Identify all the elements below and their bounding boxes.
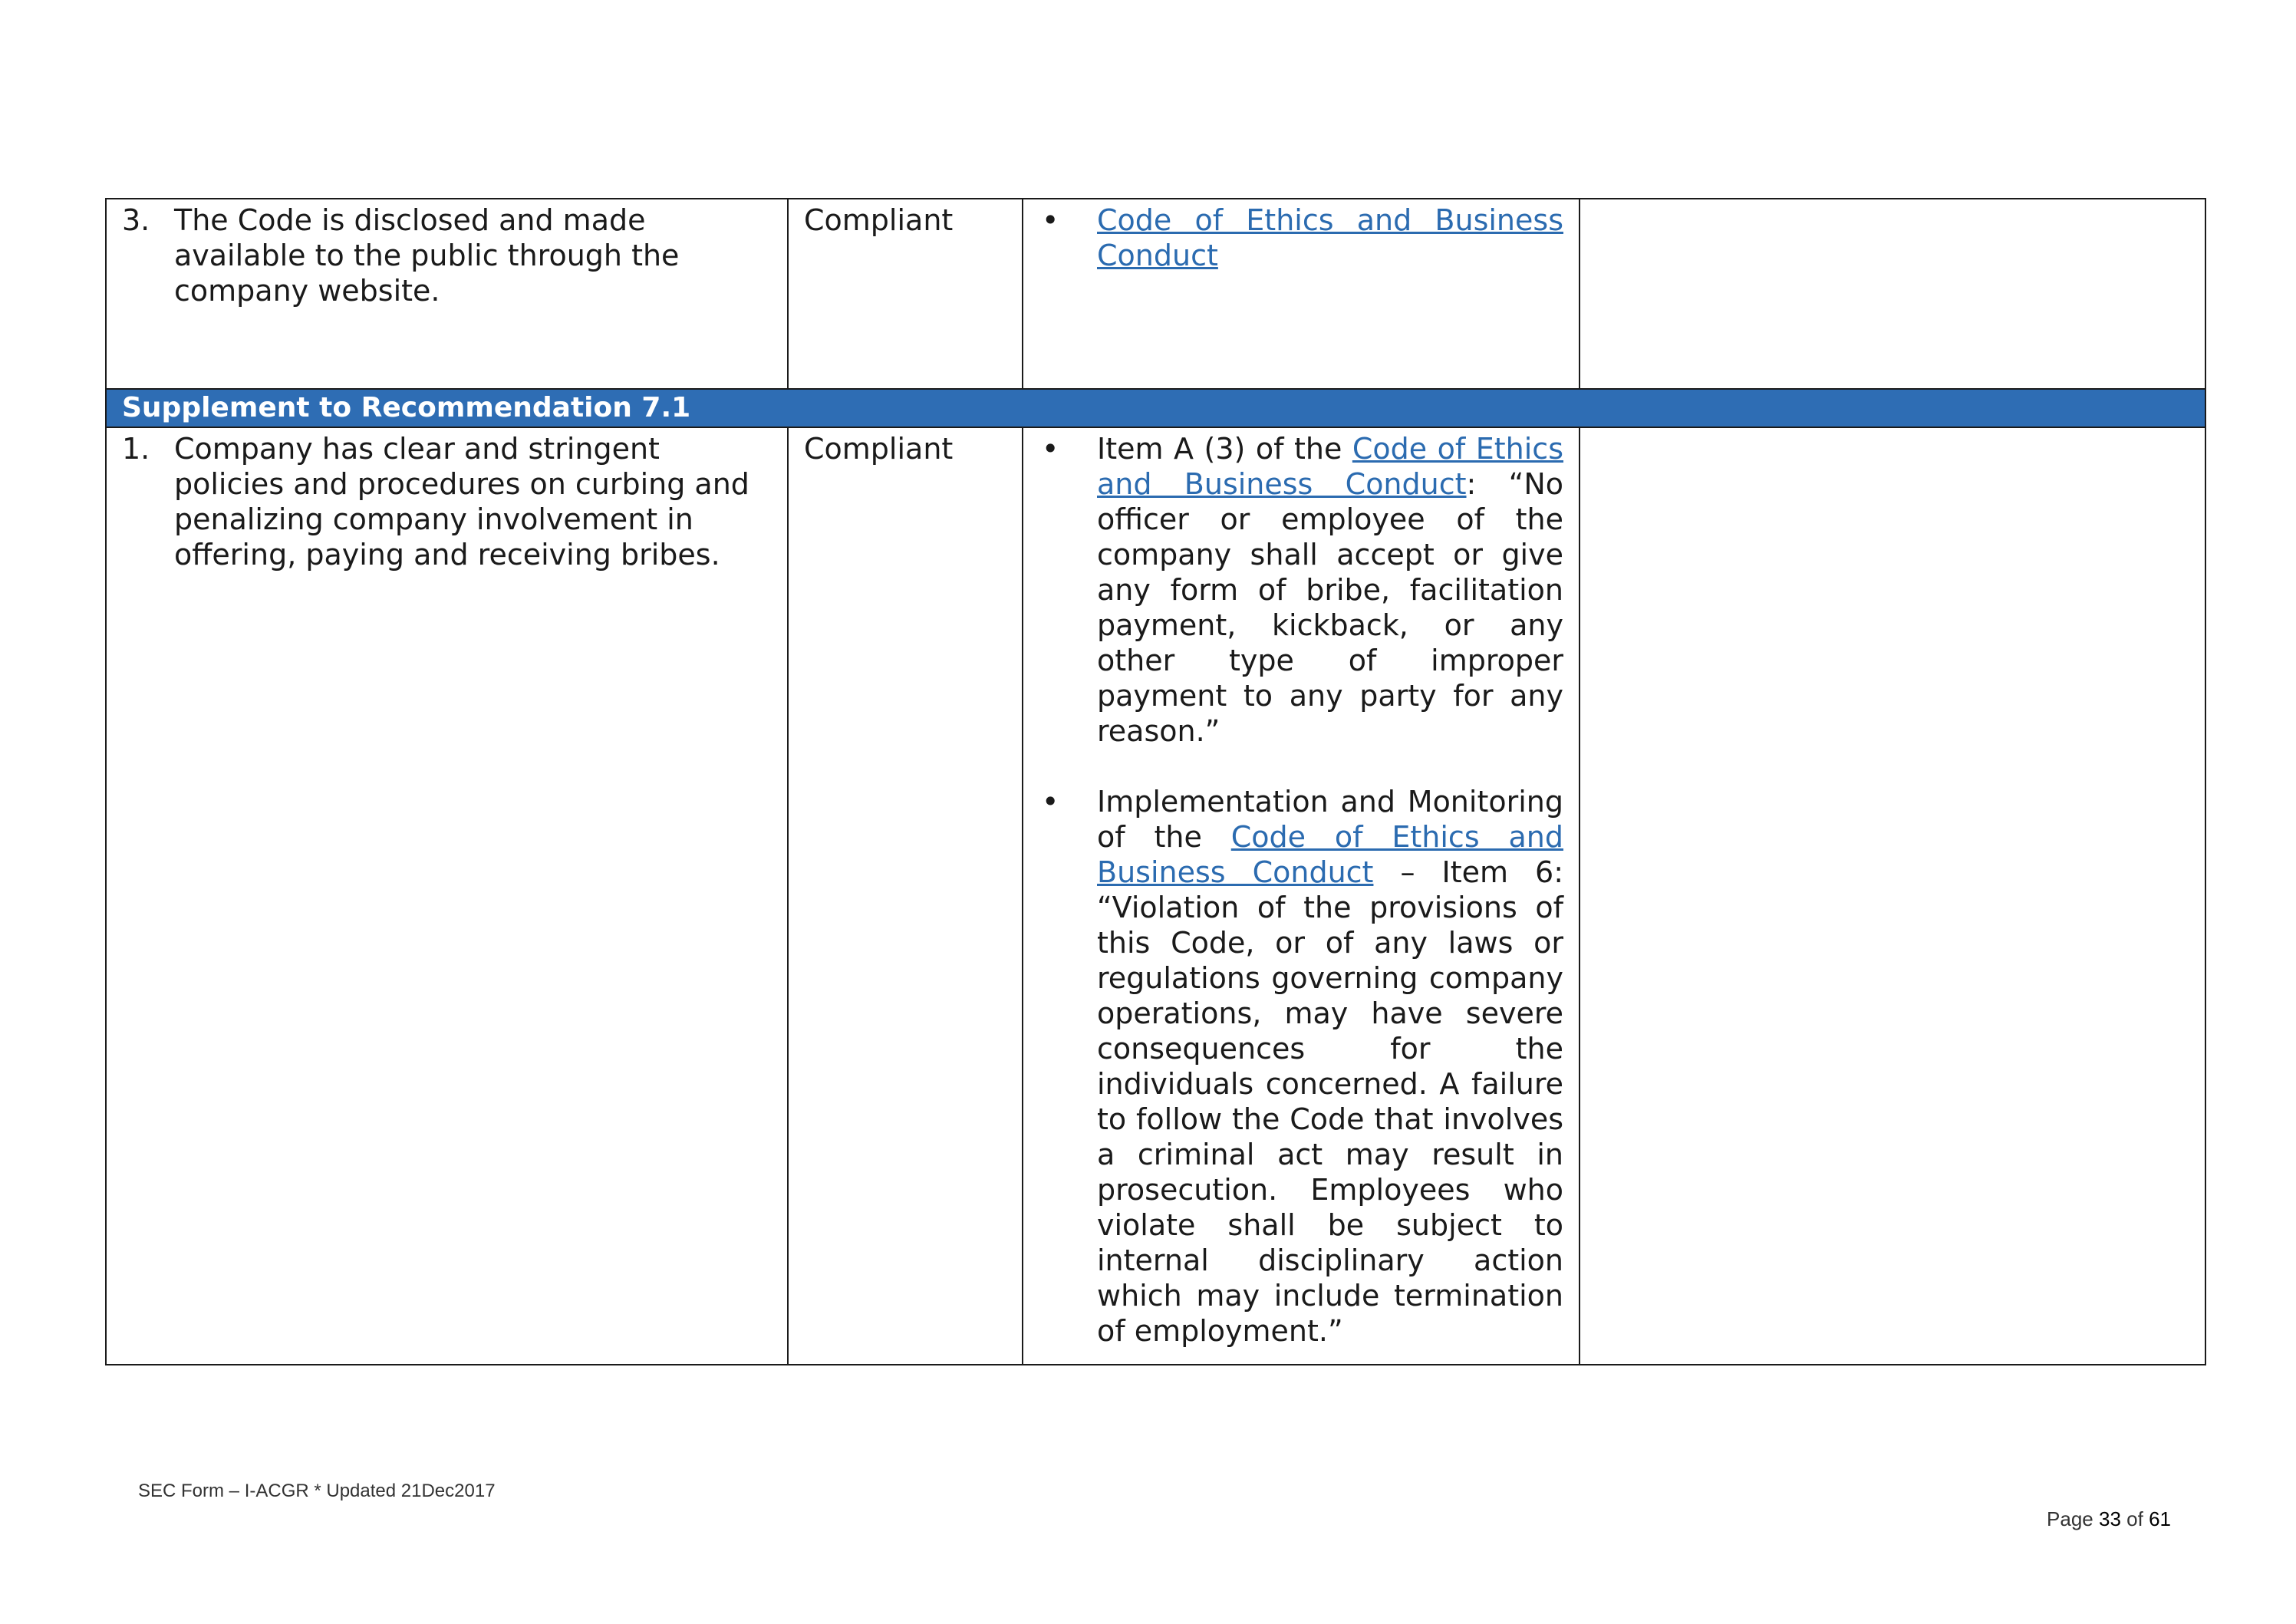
evidence-segment: Item A (3) of the (1097, 432, 1352, 466)
evidence-item (1039, 784, 1563, 1349)
code-of-ethics-link[interactable]: Code of Ethics and Business Conduct (1097, 203, 1563, 272)
evidence-item (1039, 431, 1563, 749)
recommendation-text: The Code is disclosed and made available to the public through the company website. (174, 203, 680, 308)
bullet-icon: • (1042, 785, 1059, 819)
page-of: of (2126, 1507, 2143, 1530)
status-text: Compliant (804, 432, 954, 466)
page-prefix: Page (2047, 1507, 2093, 1530)
footer-form-label: SEC Form – I-ACGR * Updated 21Dec2017 (138, 1481, 496, 1501)
bullet-icon: • (1042, 432, 1059, 466)
compliance-table (105, 198, 2206, 1365)
table-row (106, 427, 2205, 1365)
evidence-item (1039, 203, 1563, 273)
remarks-cell (1580, 199, 2205, 389)
section-header-row (106, 389, 2205, 427)
remarks-cell (1580, 427, 2205, 1365)
recommendation-cell (106, 427, 788, 1365)
evidence-segment: – Item 6: “Violation of the provisions of this Code, or of any laws or regulations governing company operations, may have severe consequences for the individuals concerned. A failure to follow the Code that involves a criminal act may result in prosecution. Employees who violate shall be subject to internal disciplinary action which may include termination of employment.” (1097, 855, 1563, 1348)
evidence-text (1097, 203, 1563, 273)
status-cell (788, 199, 1023, 389)
page-number (2047, 1507, 2171, 1531)
item-number: 1. (122, 432, 150, 466)
item-number: 3. (122, 203, 150, 237)
page-total: 61 (2149, 1507, 2171, 1530)
evidence-text (1097, 784, 1563, 1349)
evidence-segment: : “No officer or employee of the company shall accept or give any form of bribe, facilitation payment, kickback, or any other type of improper payment to any party for any reason.” (1097, 467, 1563, 748)
code-of-ethics-link[interactable]: Code of Ethics and Business Conduct (1097, 820, 1563, 889)
table-row (106, 199, 2205, 389)
evidence-list (1039, 203, 1563, 273)
code-of-ethics-link[interactable]: Code of Ethics and Business Conduct (1097, 432, 1564, 501)
status-text: Compliant (804, 203, 954, 237)
recommendation-text: Company has clear and stringent policies and procedures on curbing and penalizing company involvement in offering, paying and receiving bribes. (174, 432, 749, 572)
status-cell (788, 427, 1023, 1365)
evidence-cell (1023, 427, 1580, 1365)
recommendation-cell (106, 199, 788, 389)
evidence-text (1097, 431, 1563, 749)
evidence-segment: Implementation and Monitoring of the (1097, 785, 1563, 854)
bullet-icon: • (1042, 203, 1059, 237)
section-header: Supplement to Recommendation 7.1 (106, 389, 2205, 427)
evidence-cell (1023, 199, 1580, 389)
page-current: 33 (2099, 1507, 2121, 1530)
evidence-list (1039, 431, 1563, 1349)
